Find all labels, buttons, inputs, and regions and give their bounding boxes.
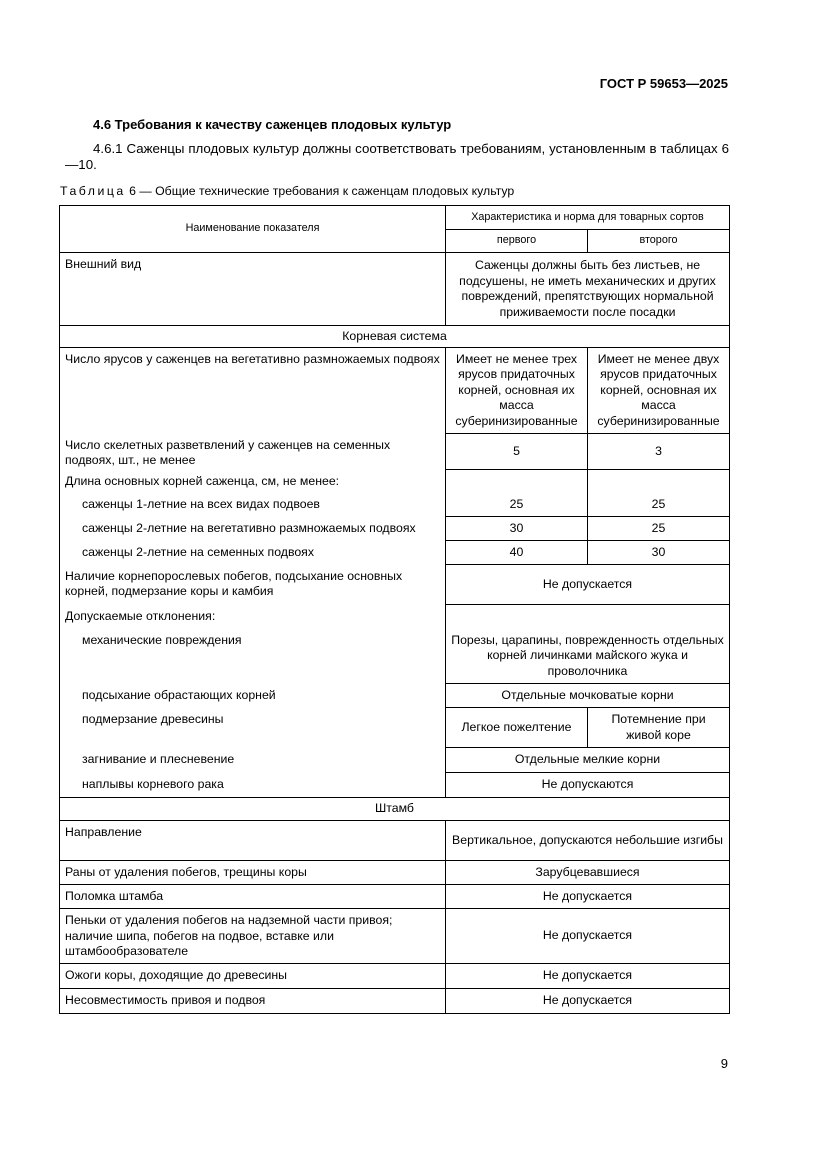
row-label: Раны от удаления побегов, трещины коры [60, 861, 446, 885]
section-stem: Штамб [60, 798, 730, 821]
table-row [60, 684, 730, 708]
section-title: 4.6 Требования к качеству саженцев плодовых культур [93, 117, 452, 132]
row-value-first: Легкое пожелтение [446, 708, 588, 748]
table-row [60, 565, 730, 605]
row-value-first: 30 [446, 517, 588, 541]
row-label: Длина основных корней саженца, см, не менее: [60, 470, 446, 493]
table-row [60, 253, 730, 326]
table-caption [60, 184, 514, 198]
row-value: Не допускаются [446, 773, 730, 798]
row-label: Число ярусов у саженцев на вегетативно размножаемых подвоях [60, 348, 446, 434]
row-label: Наличие корнепорослевых побегов, подсыхание основных корней, подмерзание коры и камбия [60, 565, 446, 605]
standard-designation: ГОСТ Р 59653—2025 [599, 76, 728, 91]
row-value: Отдельные мочковатые корни [446, 684, 730, 708]
row-value-second: 30 [588, 541, 730, 565]
table-caption-label: Таблица [60, 184, 126, 198]
row-value: Саженцы должны быть без листьев, не подсушены, не иметь механических и других повреждений, препятствующих нормальной приживаемости после посадки [446, 253, 730, 326]
row-value: Отдельные мелкие корни [446, 748, 730, 773]
row-value-first: 25 [446, 493, 588, 517]
row-value: Не допускается [446, 989, 730, 1014]
row-label: механические повреждения [60, 629, 446, 684]
row-value: Вертикальное, допускаются небольшие изгибы [446, 821, 730, 861]
row-value: Не допускается [446, 565, 730, 605]
row-label: подмерзание древесины [60, 708, 446, 748]
row-value: Не допускается [446, 909, 730, 964]
empty-cell [446, 605, 730, 629]
table-row [60, 517, 730, 541]
row-label: Пеньки от удаления побегов на надземной части привоя; наличие шипа, побегов на подвое, вставке или штамбообразователе [60, 909, 446, 964]
table-row [60, 861, 730, 885]
header-characteristic: Характеристика и норма для товарных сортов [446, 206, 730, 230]
table-row [60, 989, 730, 1014]
row-value-second: Имеет не менее двух ярусов придаточных корней, основная их масса суберинизированные [588, 348, 730, 434]
table-row [60, 909, 730, 964]
table-row [60, 885, 730, 909]
table-row [60, 821, 730, 861]
row-value: Не допускается [446, 964, 730, 989]
row-label: Направление [60, 821, 446, 861]
row-label: наплывы корневого рака [60, 773, 446, 798]
row-value: Не допускается [446, 885, 730, 909]
table-row [60, 629, 730, 684]
row-label: подсыхание обрастающих корней [60, 684, 446, 708]
row-label: Внешний вид [60, 253, 446, 326]
table-row [60, 773, 730, 798]
row-value-second: 25 [588, 493, 730, 517]
section-paragraph: 4.6.1 Саженцы плодовых культур должны соответствовать требованиям, установленным в таблицах 6—10. [65, 141, 729, 172]
row-label: саженцы 2-летние на семенных подвоях [60, 541, 446, 565]
row-label: Поломка штамба [60, 885, 446, 909]
requirements-table [59, 205, 730, 1014]
table-row [60, 470, 730, 493]
table-row [60, 541, 730, 565]
empty-cell [446, 470, 588, 493]
header-indicator: Наименование показателя [60, 206, 446, 253]
header-first-grade: первого [446, 230, 588, 253]
row-label: саженцы 1-летние на всех видах подвоев [60, 493, 446, 517]
row-label: саженцы 2-летние на вегетативно размножаемых подвоях [60, 517, 446, 541]
row-label: Ожоги коры, доходящие до древесины [60, 964, 446, 989]
row-value: Порезы, царапины, поврежденность отдельных корней личинками майского жука и проволочника [446, 629, 730, 684]
table-row [60, 493, 730, 517]
table-row [60, 964, 730, 989]
header-second-grade: второго [588, 230, 730, 253]
empty-cell [588, 470, 730, 493]
row-value-first: Имеет не менее трех ярусов придаточных корней, основная их масса суберинизированные [446, 348, 588, 434]
page-number: 9 [720, 1056, 728, 1071]
section-root-system: Корневая система [60, 326, 730, 348]
table-caption-text: 6 — Общие технические требования к саженцам плодовых культур [125, 184, 515, 198]
table-row [60, 708, 730, 748]
row-value-second: 25 [588, 517, 730, 541]
table-row [60, 348, 730, 434]
table-row [60, 605, 730, 629]
row-label: Допускаемые отклонения: [60, 605, 446, 629]
row-label: Число скелетных разветвлений у саженцев на семенных подвоях, шт., не менее [60, 434, 446, 470]
row-value-first: 5 [446, 434, 588, 470]
row-label: загнивание и плесневение [60, 748, 446, 773]
row-value-second: 3 [588, 434, 730, 470]
table-row [60, 434, 730, 470]
table-row [60, 748, 730, 773]
row-value-first: 40 [446, 541, 588, 565]
row-label: Несовместимость привоя и подвоя [60, 989, 446, 1014]
row-value-second: Потемнение при живой коре [588, 708, 730, 748]
row-value: Зарубцевавшиеся [446, 861, 730, 885]
